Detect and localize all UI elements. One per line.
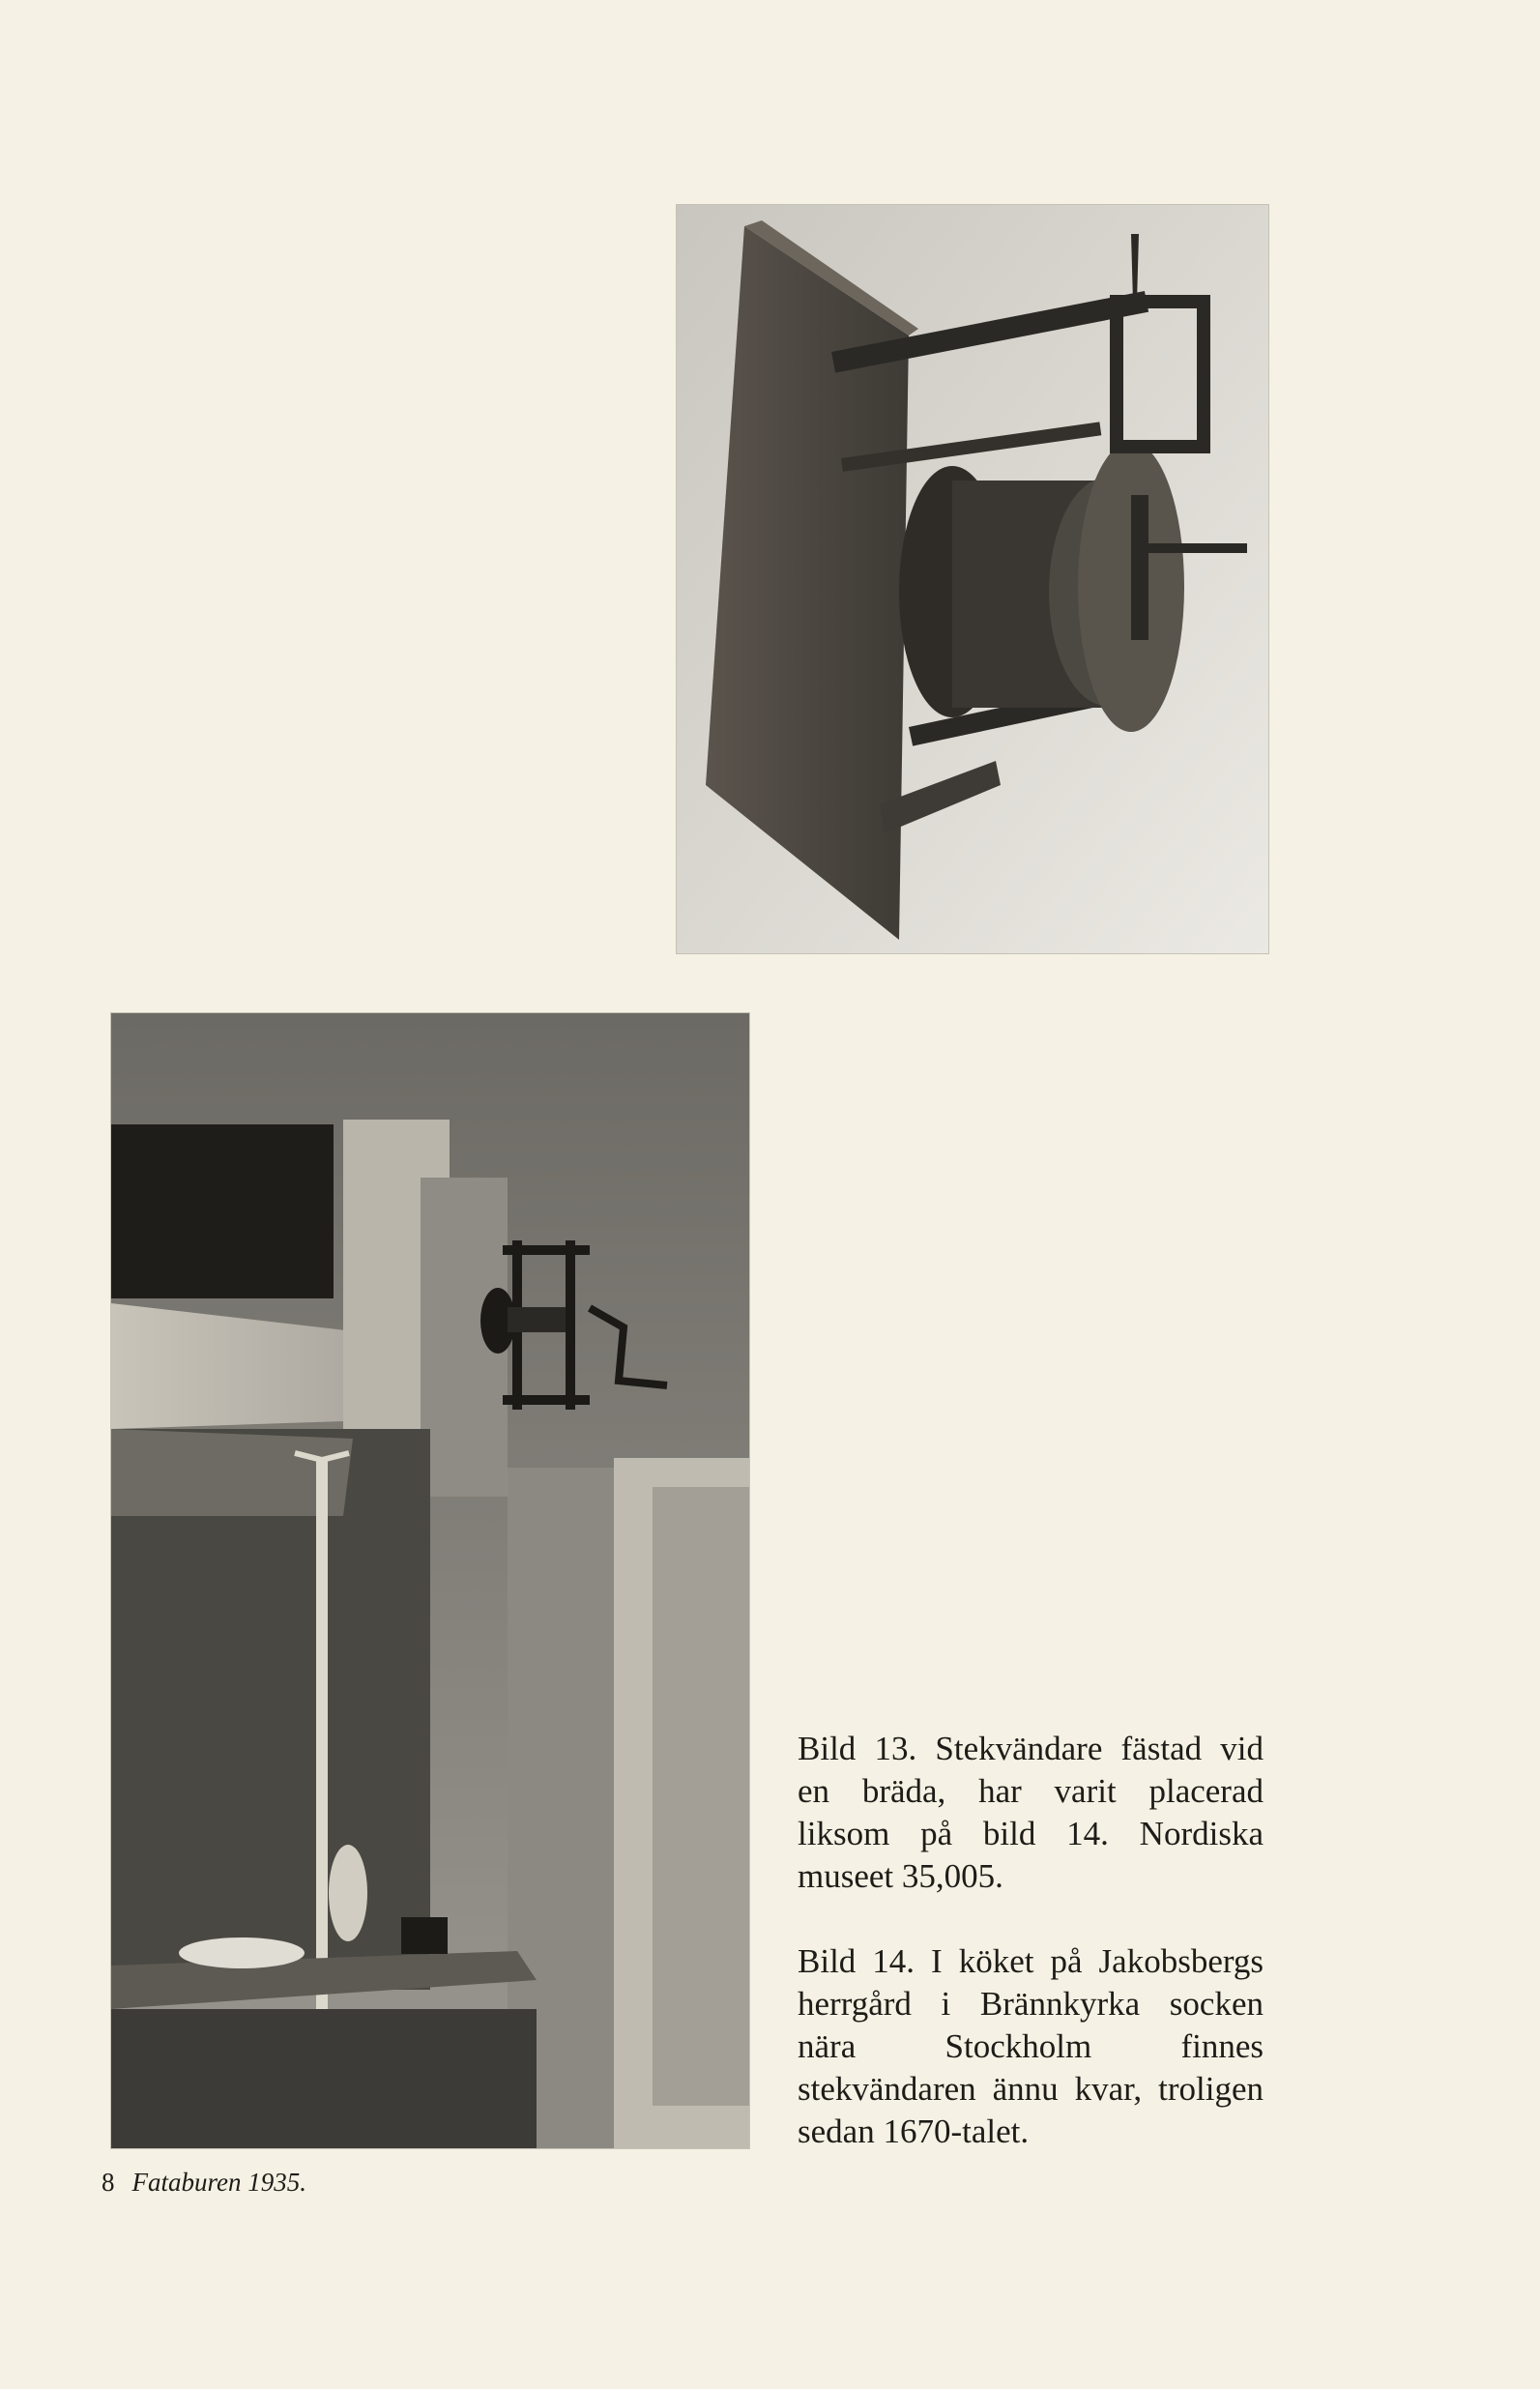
caption-bild-14: Bild 14. I köket på Jakobsbergs herrgård i Brännkyrka socken nära Stockholm finnes stekvändaren ännu kvar, troligen sedan 1670-talet.	[798, 1942, 1264, 2150]
journal-title: Fataburen 1935.	[131, 2168, 306, 2197]
photo-spit-turner-illustration	[677, 205, 1268, 953]
photo-kitchen-fireplace	[111, 1013, 749, 2148]
photo-spit-turner-on-board	[677, 205, 1268, 953]
photo-kitchen-illustration	[111, 1013, 749, 2148]
caption-bild-13: Bild 13. Stekvändare fästad vid en bräda, har varit placerad liksom på bild 14. Nordiska museet 35,005.	[798, 1730, 1264, 1895]
page-number: 8	[102, 2168, 115, 2197]
page-footer	[102, 2168, 306, 2198]
